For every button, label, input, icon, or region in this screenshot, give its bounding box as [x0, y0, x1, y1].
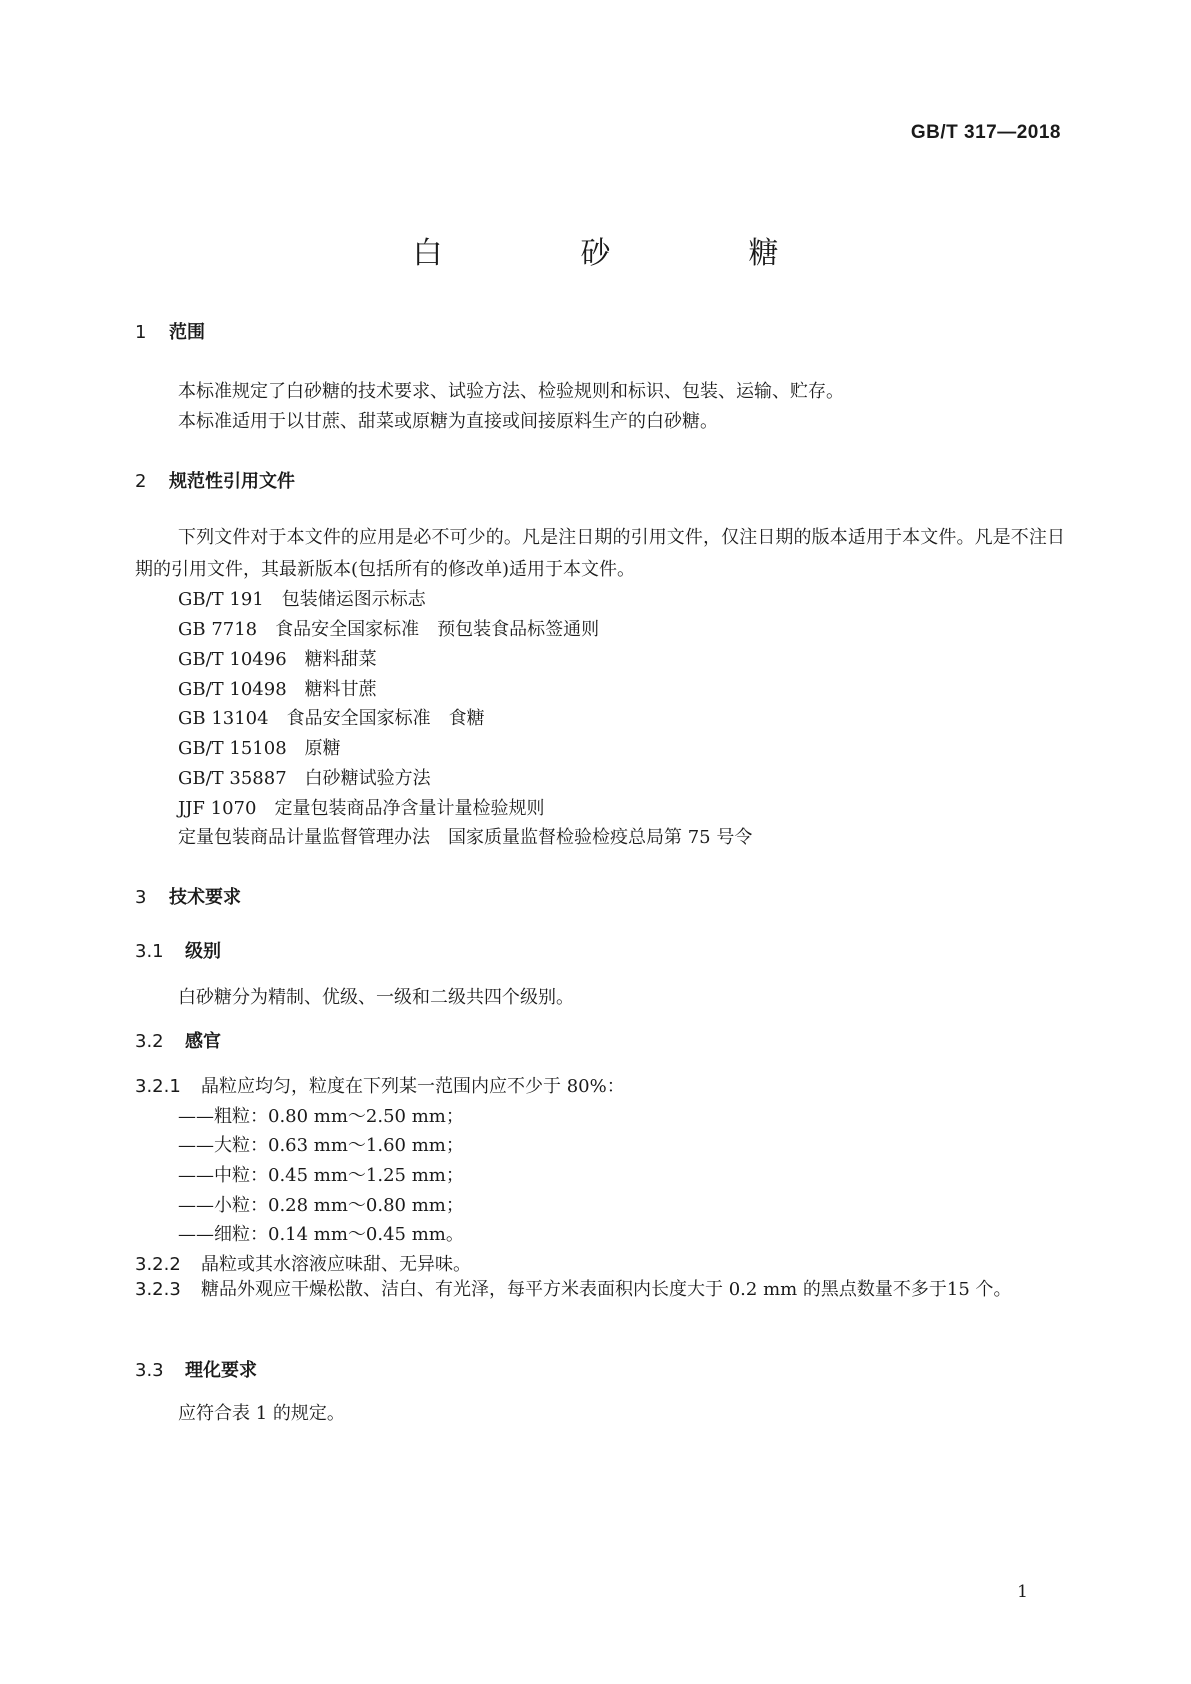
subsection-title: 感官: [185, 1031, 221, 1052]
section-3-3-heading: [135, 1356, 257, 1382]
reference-name: 食品安全国家标准 食糖: [286, 708, 485, 729]
grades-paragraph: 白砂糖分为精制、优级、一级和二级共四个级别。: [178, 987, 574, 1008]
reference-item: [178, 675, 377, 701]
grain-size-item: ——大粒：0.63 mm～1.60 mm；: [178, 1135, 464, 1156]
reference-name: 国家质量监督检验检疫总局第 75 号令: [448, 827, 753, 848]
section-title: 范围: [169, 322, 205, 343]
grain-size-item: ——细粒：0.14 mm～0.45 mm。: [178, 1224, 464, 1245]
clause-text: 糖品外观应干燥松散、洁白、有光泽，每平方米表面积内长度大于 0.2 mm 的黑点数量不多于15 个。: [201, 1279, 1012, 1300]
section-3-1-heading: [135, 937, 221, 963]
reference-item: [178, 794, 544, 820]
document-title: 白 砂 糖: [412, 236, 833, 271]
clause-3-2-1: [135, 1072, 625, 1098]
clause-3-2-2: [135, 1250, 471, 1276]
page-number: 1: [1017, 1582, 1028, 1602]
reference-code: GB 13104: [178, 708, 269, 729]
reference-code: GB/T 10496: [178, 649, 287, 670]
subsection-number: 3.2: [135, 1031, 164, 1052]
reference-code: 定量包装商品计量监督管理办法: [178, 827, 430, 848]
grain-size-item: ——粗粒：0.80 mm～2.50 mm；: [178, 1106, 464, 1127]
reference-item: [178, 615, 599, 641]
reference-name: 糖料甘蔗: [304, 679, 377, 700]
clause-number: 3.2.3: [135, 1279, 181, 1300]
reference-code: GB/T 35887: [178, 768, 287, 789]
subsection-title: 级别: [185, 941, 221, 962]
subsection-title: 理化要求: [185, 1360, 257, 1381]
normative-references-intro: 下列文件对于本文件的应用是必不可少的。凡是注日期的引用文件，仅注日期的版本适用于本文件。凡是不注日期的引用文件，其最新版本(包括所有的修改单)适用于本文件。: [135, 527, 1065, 580]
reference-name: 原糖: [304, 738, 341, 759]
reference-code: GB/T 191: [178, 589, 264, 610]
reference-name: 糖料甜菜: [304, 649, 377, 670]
scope-paragraph-2: 本标准适用于以甘蔗、甜菜或原糖为直接或间接原料生产的白砂糖。: [178, 411, 718, 432]
reference-code: JJF 1070: [178, 798, 257, 819]
section-number: 1: [135, 322, 147, 343]
clause-text: 晶粒应均匀，粒度在下列某一范围内应不少于 80%：: [201, 1076, 625, 1097]
reference-name: 定量包装商品净含量计量检验规则: [274, 798, 545, 819]
section-2-heading: [135, 467, 295, 493]
standard-code: GB/T 317—2018: [910, 122, 1061, 143]
reference-item: [178, 734, 341, 760]
reference-code: GB/T 10498: [178, 679, 287, 700]
physicochemical-paragraph: 应符合表 1 的规定。: [178, 1403, 345, 1424]
reference-code: GB/T 15108: [178, 738, 287, 759]
reference-item: [178, 645, 377, 671]
grain-size-item: ——小粒：0.28 mm～0.80 mm；: [178, 1195, 464, 1216]
grain-size-item: ——中粒：0.45 mm～1.25 mm；: [178, 1165, 464, 1186]
section-title: 技术要求: [169, 887, 241, 908]
section-3-heading: [135, 883, 241, 909]
clause-number: 3.2.2: [135, 1254, 181, 1275]
clause-3-2-3: [135, 1274, 1065, 1306]
reference-item: [178, 764, 431, 790]
reference-name: 白砂糖试验方法: [304, 768, 431, 789]
reference-item: [178, 585, 426, 611]
reference-name: 包装储运图示标志: [281, 589, 426, 610]
reference-code: GB 7718: [178, 619, 258, 640]
reference-name: 食品安全国家标准 预包装食品标签通则: [275, 619, 600, 640]
reference-item: [178, 823, 752, 849]
section-1-heading: [135, 318, 205, 344]
section-3-2-heading: [135, 1027, 221, 1053]
subsection-number: 3.3: [135, 1360, 164, 1381]
subsection-number: 3.1: [135, 941, 164, 962]
section-number: 3: [135, 887, 147, 908]
section-number: 2: [135, 471, 147, 492]
section-title: 规范性引用文件: [169, 471, 295, 492]
clause-text: 晶粒或其水溶液应味甜、无异味。: [201, 1254, 471, 1275]
scope-paragraph-1: 本标准规定了白砂糖的技术要求、试验方法、检验规则和标识、包装、运输、贮存。: [178, 381, 844, 402]
clause-number: 3.2.1: [135, 1076, 181, 1097]
reference-item: [178, 704, 485, 730]
